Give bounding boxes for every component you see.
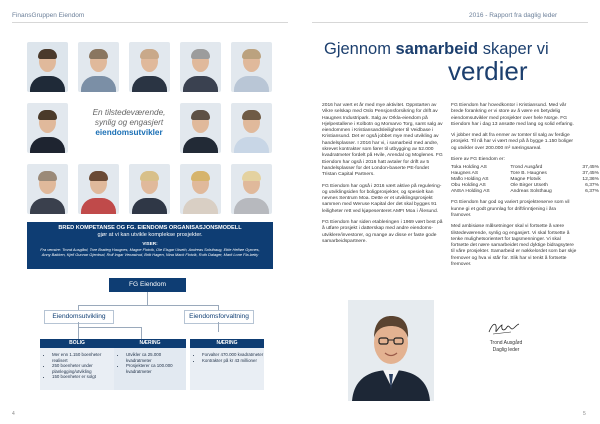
competence-title: BRED KOMPETANSE OG FG. EIENDOMS ORGANISASJONSMODELL: [58, 225, 242, 231]
org-right: Eiendomsforvaltning: [184, 310, 254, 324]
intro-quote: [80, 108, 178, 138]
column-header-naering-utvikling: NÆRING: [114, 339, 186, 348]
signature-caption: [482, 340, 530, 354]
column-naering-forvaltning: [190, 348, 264, 390]
page-title-big: verdier: [448, 56, 528, 86]
owners-table: [451, 165, 600, 195]
owner-share: 37,45%: [582, 165, 599, 171]
staff-photo: [129, 164, 170, 214]
org-connector: [141, 327, 142, 339]
staff-photo: [27, 164, 68, 214]
competence-names: Fra venstre: Trond Ausgård, Tore Bratteg Haugnes, Magne Flotvik, Ole Elsgar Utseth, Andreas Solsthaug, Ettie Heftøe Gynnes, Anny Bakken, Kjell Gunnar Gjerdrud, Rolf Ingar Venastrud, Britt Hagen, Nina Mack Flotvik, Ruth Dalager, Marit Lone Fla-betty: [40, 247, 260, 257]
staff-photo: [180, 103, 221, 153]
staff-photo: [78, 42, 119, 92]
paragraph: FG Eiendom har også i 2016 vært aktive på regulering- og utviklingsiden for boligprosjekter, og spesielt kan nevnes Sentrum Moa. Dette er et utviklingsprosjekt sammen med Weruse Kapital der det skal bygges 91 leiligheter rett ved kjøpesenteret AMFI Moa i Ålesund.: [322, 183, 442, 214]
paragraph: FG Eiendom har god og variert prosjektreserve som vil kunne gi et godt grunnlag for drift/inntjening i åra framover.: [451, 200, 570, 218]
paragraph: FG Eiendom har hovedkontor i Kristiansund. Med vår brede forankring er vi store av å være en betydelig eiendomsutvikler med prosjekter over hele Norge. FG Eiendom har i dag 13 ansatte med lang og solid erfaring.: [451, 103, 574, 127]
text-column-1: [322, 103, 444, 250]
staff-photo: [180, 42, 221, 92]
header-rule: [312, 22, 588, 23]
page-number-right: 5: [583, 411, 586, 417]
paragraph: FG Eiendom har siden etableringen i 1969 vært best på å utføre prosjekt i datterskap med andre eiendoms-utviklere/investorer, og mange av disse er faste gode samarbeidspartnere.: [322, 220, 443, 244]
owner-share: 12,36%: [582, 177, 599, 183]
staff-photo: [180, 164, 221, 214]
ceo-portrait-image: [348, 300, 434, 401]
title-pre: Gjennom: [324, 40, 391, 58]
staff-photo: [231, 42, 272, 92]
competence-banner: [27, 222, 273, 269]
owner-company: Toka Holding AS: [451, 165, 487, 171]
header-rule: [12, 22, 288, 23]
owner-person: Magne Flotvik: [510, 177, 541, 183]
column-header-bolig: BOLIG: [40, 339, 114, 348]
list-item: • 150 boenheter er solgt: [52, 374, 114, 380]
owner-company: Maflo Holding AS: [451, 177, 489, 183]
org-left: Eiendomsutvikling: [44, 310, 114, 324]
owner-share: 6,37%: [585, 183, 599, 189]
header-right: 2016 - Rapport fra daglig leder: [469, 12, 558, 19]
list-item: • Kontrakter på kr 43 millioner: [202, 358, 264, 364]
owner-share: 6,37%: [585, 189, 599, 195]
staff-photo: [27, 42, 68, 92]
page-number-left: 4: [12, 411, 15, 417]
list-item: • Utvikler ca 25.000 kvadratmeter: [126, 352, 186, 363]
header-left: FinansGruppen Eiendom: [12, 12, 85, 19]
list-item: • Mer enn 1.150 boenheter realisert: [52, 352, 114, 363]
owner-person: Andreas Solsthaug: [510, 189, 552, 195]
intro-line-3: eiendomsutvikler: [95, 128, 163, 137]
title-bold: samarbeid: [395, 40, 479, 58]
staff-photo: [129, 42, 170, 92]
org-connector: [218, 322, 219, 332]
list-item: • Forvalter 470.000 kvadratmeter: [202, 352, 264, 358]
org-connector: [78, 327, 142, 328]
column-header-naering-forvaltning: NÆRING: [190, 339, 264, 348]
paragraph: Med ambisiøse målsetninger skal vi fortsette å være tilstedeværende, synlig og engasjert. Vi skal fortsette å tenke mulighetsorientert for tagsmenninger. Vi skal fortsette det nære samarbeidet med dyktige bidragsytere til våre prosjekter. Samarbeid er nøkkelordet som bør skje fremover og hva vi står for. Slik har vi tenkt å fortsette fremover.: [451, 224, 577, 268]
column-bolig: [40, 348, 114, 390]
owner-person: Trond Ausgård: [510, 165, 543, 171]
owner-company: Haugnes AS: [451, 171, 479, 177]
staff-photo: [231, 164, 272, 214]
signature-name: Trond Ausgård: [489, 340, 523, 346]
owner-share: 37,45%: [582, 171, 599, 177]
owner-company: Obu Holding AS: [451, 183, 486, 189]
owner-person: Ole Birger Utseth: [510, 183, 548, 189]
staff-photo: [231, 103, 272, 153]
intro-line-2: synlig og engasjert: [94, 118, 164, 127]
list-item: • Prosjekterer ca 100.000 kvadratmeter: [126, 363, 186, 374]
column-naering-utvikling: [114, 348, 186, 390]
org-connector: [78, 327, 79, 339]
owner-company: ANSA Holding AS: [451, 189, 490, 195]
paragraph: Eiere av FG Eiendom er:: [451, 157, 505, 163]
org-connector: [147, 292, 148, 305]
title-post: skaper vi: [482, 40, 549, 58]
table-row: [451, 189, 600, 195]
staff-photo: [27, 103, 68, 153]
signature-role: Daglig leder: [492, 347, 520, 353]
competence-subtitle: gjør at vi kan utvikle komplekse prosjekter.: [97, 232, 203, 238]
signature: [487, 320, 521, 338]
ceo-portrait: [348, 300, 434, 401]
owner-person: Tore B. Haugnes: [510, 171, 547, 177]
competence-viser: VISER:: [142, 241, 158, 246]
list-item: • 250 boenheter under planlegging/utvikling: [52, 363, 114, 374]
staff-photo: [78, 164, 119, 214]
org-connector: [78, 305, 218, 306]
text-column-2: [451, 103, 599, 273]
intro-line-1: En tilstedeværende,: [92, 108, 166, 117]
paragraph: 2016 har vært et år med mye aktivitet. Oppstarten av Vikre selskap med Oslo Pensjonsforsikring for drift av Haugnes Industripark. Salg av Orkla-eiendom på Hjelpestallene i Kolbotn og Momarvo Torg, samt salg av eiendommen i Kristiansandsleiligheter til Veidbase i Kristiansund. Det er også jobbet mye med utvikling av handelsplasser. I 2016 har vi, i samarbeid med andre, skrevet kontrakter som fører til utbygging av 52.000 kvadratmeter fordelt på Hvile, Arendal og Moglenes. FG Eiendom har også i 2016 hatt avtaler for drift av 5 handelsplasser for det London-baserte PE-fondet Tristan Capital Partners.: [322, 103, 443, 178]
org-top: FG Eiendom: [109, 278, 186, 292]
paragraph: Vi jobber med alt fra enmer av tomter til salg av ferdige prosjekt. Til nå har vi vært med på å bygge 1.150 boliger og utvikler over 200.000 m² næringsareal.: [451, 133, 574, 151]
